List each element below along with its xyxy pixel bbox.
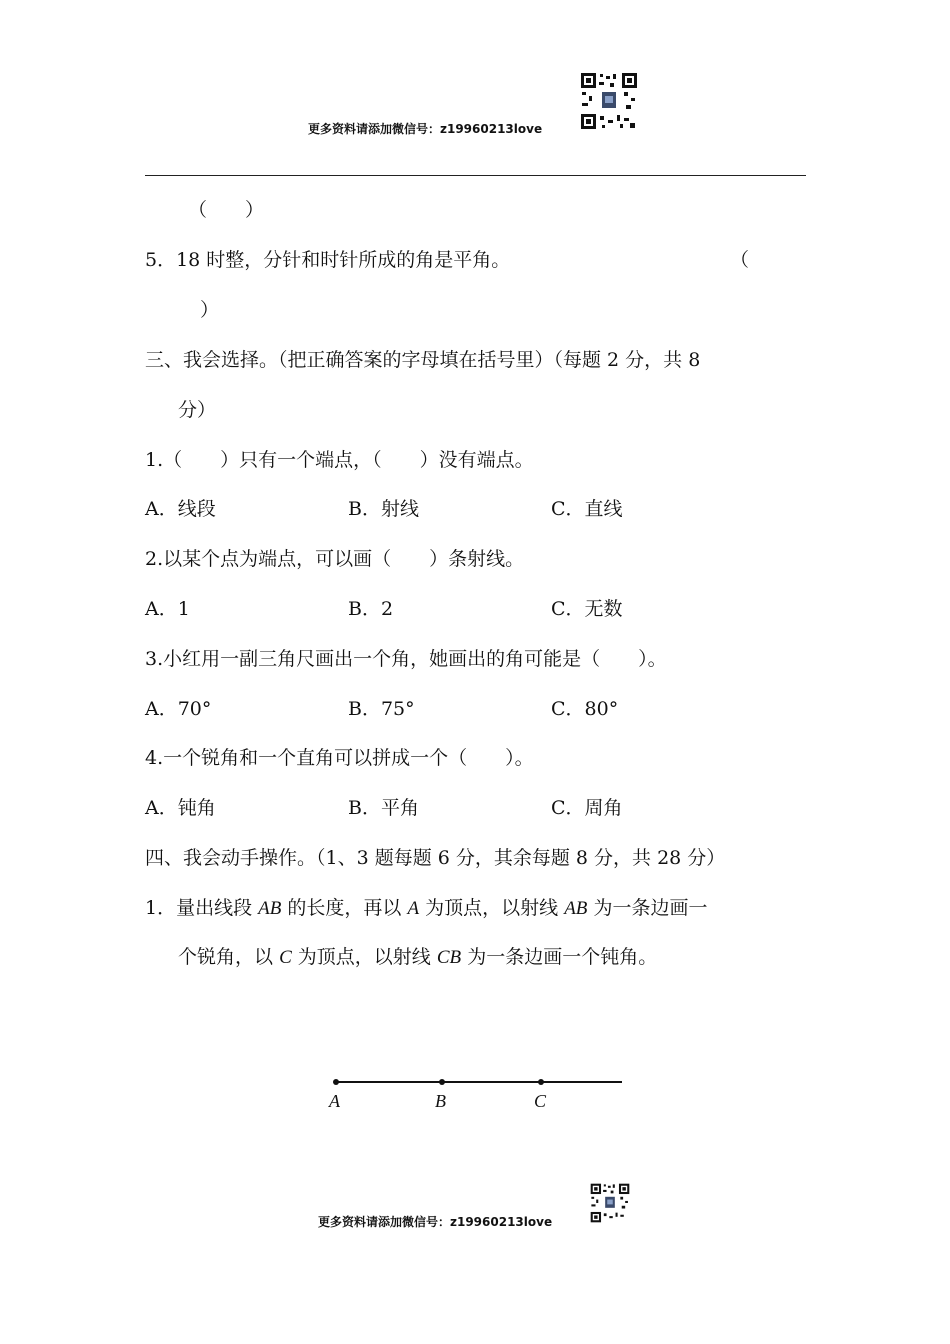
s4-q1-text-part: 为顶点，以射线 — [425, 897, 559, 919]
section-3-title-cont: 分） — [178, 399, 217, 421]
point-b-label: B — [435, 1091, 446, 1111]
s3-q1-option-b: B．射线 — [348, 498, 419, 520]
question-5-text: 5．18 时整，分针和时针所成的角是平角。 — [145, 249, 511, 271]
s3-q1-option-a: A．线段 — [145, 498, 216, 520]
s4-q1-var-ab2: AB — [564, 898, 588, 919]
header-qr-code-icon — [580, 72, 638, 130]
s3-q4-option-b: B．平角 — [348, 797, 419, 819]
question-5-paren-close: ） — [200, 299, 220, 321]
s3-q1-option-c: C．直线 — [551, 498, 623, 520]
s3-q4-option-a: A．钝角 — [145, 797, 216, 819]
ray-diagram — [320, 1068, 640, 1118]
s3-q1-stem: 1.（ ）只有一个端点，（ ）没有端点。 — [145, 449, 534, 471]
section-4-title: 四、我会动手操作。（1、3 题每题 6 分，其余每题 8 分，共 28 分） — [145, 847, 726, 869]
point-b-dot — [439, 1079, 445, 1085]
s3-q3-stem: 3.小红用一副三角尺画出一个角，她画出的角可能是（ ）。 — [145, 648, 667, 670]
s4-q1-text-part: 为一条边画一个钝角。 — [467, 946, 658, 968]
s4-q1-var-cb: CB — [436, 947, 462, 968]
s3-q3-option-a: A．70° — [145, 698, 212, 720]
s4-q1-var-ab: AB — [258, 898, 282, 919]
answer-paren-continued: （ ） — [188, 199, 265, 221]
header-contact-text: 更多资料请添加微信号：z19960213love — [308, 122, 543, 136]
s3-q3-option-b: B．75° — [348, 698, 415, 720]
s4-q1-number: 1． — [145, 897, 177, 919]
s4-q1-text-part: 量出线段 — [176, 897, 253, 919]
s3-q4-option-c: C．周角 — [551, 797, 623, 819]
s4-q1-line2 — [178, 943, 657, 972]
s4-q1-text-part: 为顶点，以射线 — [297, 946, 431, 968]
s3-q2-option-c: C．无数 — [551, 598, 623, 620]
footer-contact-text: 更多资料请添加微信号：z19960213love — [318, 1215, 553, 1229]
section-3-title: 三、我会选择。（把正确答案的字母填在括号里）（每题 2 分，共 8 — [145, 349, 701, 371]
footer-qr-code-icon — [590, 1183, 630, 1223]
point-c-label: C — [534, 1091, 547, 1111]
s4-q1-var-a: A — [407, 898, 420, 919]
s4-q1-text-part: 为一条边画一 — [593, 897, 708, 919]
s3-q2-option-b: B．2 — [348, 598, 394, 620]
point-c-dot — [538, 1079, 544, 1085]
point-a-label: A — [329, 1091, 340, 1111]
s4-q1-line1 — [145, 894, 707, 923]
s4-q1-var-c: C — [279, 947, 292, 968]
point-a-dot — [333, 1079, 339, 1085]
s3-q4-stem: 4.一个锐角和一个直角可以拼成一个（ ）。 — [145, 747, 534, 769]
header-divider — [145, 175, 806, 176]
question-5-paren-open: （ — [730, 249, 750, 271]
s3-q3-option-c: C．80° — [551, 698, 619, 720]
s4-q1-text-part: 的长度，再以 — [287, 897, 402, 919]
s3-q2-option-a: A．1 — [145, 598, 190, 620]
s3-q2-stem: 2.以某个点为端点，可以画（ ）条射线。 — [145, 548, 525, 570]
s4-q1-text-part: 个锐角，以 — [178, 946, 274, 968]
